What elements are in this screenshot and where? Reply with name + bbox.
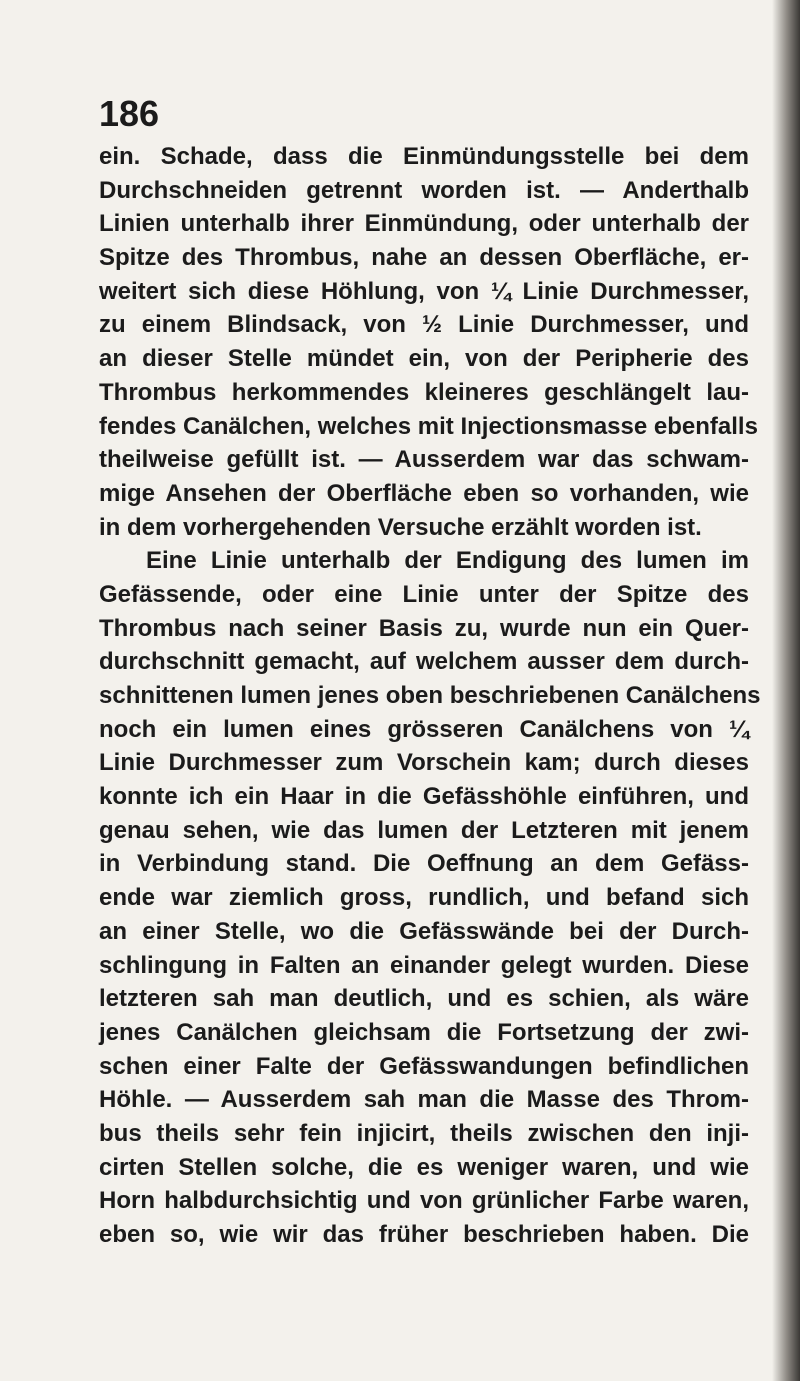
text-line: in Verbindung stand. Die Oeffnung an dem Gefäss- (99, 850, 749, 878)
page-edge-shadow (772, 0, 800, 1381)
text-line: ein. Schade, dass die Einmündungsstelle bei dem (99, 143, 749, 170)
text-line: mige Ansehen der Oberfläche eben so vorhanden, wie (99, 479, 749, 507)
text-line: schlingung in Falten an einander gelegt wurden. Diese (99, 951, 749, 979)
text-line: an einer Stelle, wo die Gefässwände bei der Durch- (99, 917, 749, 945)
text-line: letzteren sah man deutlich, und es schien, als wäre (99, 985, 749, 1013)
text-line: Thrombus nach seiner Basis zu, wurde nun ein Quer- (99, 614, 749, 642)
text-line: schnittenen lumen jenes oben beschriebenen Canälchens (99, 682, 761, 709)
text-line: durchschnitt gemacht, auf welchem ausser dem durch- (99, 648, 749, 676)
text-line: Spitze des Thrombus, nahe an dessen Oberfläche, er- (99, 244, 749, 272)
text-line: Gefässende, oder eine Linie unter der Spitze des (99, 580, 749, 608)
text-line: Höhle. — Ausserdem sah man die Masse des Throm- (99, 1086, 749, 1114)
text-line: jenes Canälchen gleichsam die Fortsetzung der zwi- (99, 1018, 749, 1046)
text-line: Eine Linie unterhalb der Endigung des lumen im (146, 547, 749, 575)
text-line: an dieser Stelle mündet ein, von der Peripherie des (99, 345, 749, 373)
text-line: genau sehen, wie das lumen der Letzteren mit jenem (99, 816, 749, 844)
text-line: Linien unterhalb ihrer Einmündung, oder unterhalb der (99, 210, 749, 238)
text-line: cirten Stellen solche, die es weniger waren, und wie (99, 1153, 749, 1181)
text-line: Linie Durchmesser zum Vorschein kam; durch dieses (99, 749, 749, 777)
text-line: Durchschneiden getrennt worden ist. — Anderthalb (99, 176, 749, 204)
page-number: 186 (99, 93, 160, 134)
body-text (99, 140, 761, 1252)
text-line: konnte ich ein Haar in die Gefässhöhle einführen, und (99, 783, 749, 811)
text-line: schen einer Falte der Gefässwandungen befindlichen (99, 1052, 749, 1080)
text-line: fendes Canälchen, welches mit Injectionsmasse ebenfalls (99, 412, 758, 440)
text-line: in dem vorhergehenden Versuche erzählt worden ist. (99, 513, 702, 541)
text-line: eben so, wie wir das früher beschrieben haben. Die (99, 1221, 749, 1248)
text-line: zu einem Blindsack, von ½ Linie Durchmesser, und (99, 311, 749, 339)
text-line: Thrombus herkommendes kleineres geschlängelt lau- (99, 378, 749, 406)
text-line: bus theils sehr fein injicirt, theils zwischen den inji- (99, 1119, 749, 1147)
text-line: ende war ziemlich gross, rundlich, und befand sich (99, 884, 749, 912)
text-line: theilweise gefüllt ist. — Ausserdem war das schwam- (99, 446, 749, 474)
text-line: Horn halbdurchsichtig und von grünlicher Farbe waren, (99, 1187, 749, 1215)
text-line: weitert sich diese Höhlung, von ¼ Linie Durchmesser, (99, 277, 749, 305)
text-line: noch ein lumen eines grösseren Canälchens von ¼ (99, 715, 749, 743)
